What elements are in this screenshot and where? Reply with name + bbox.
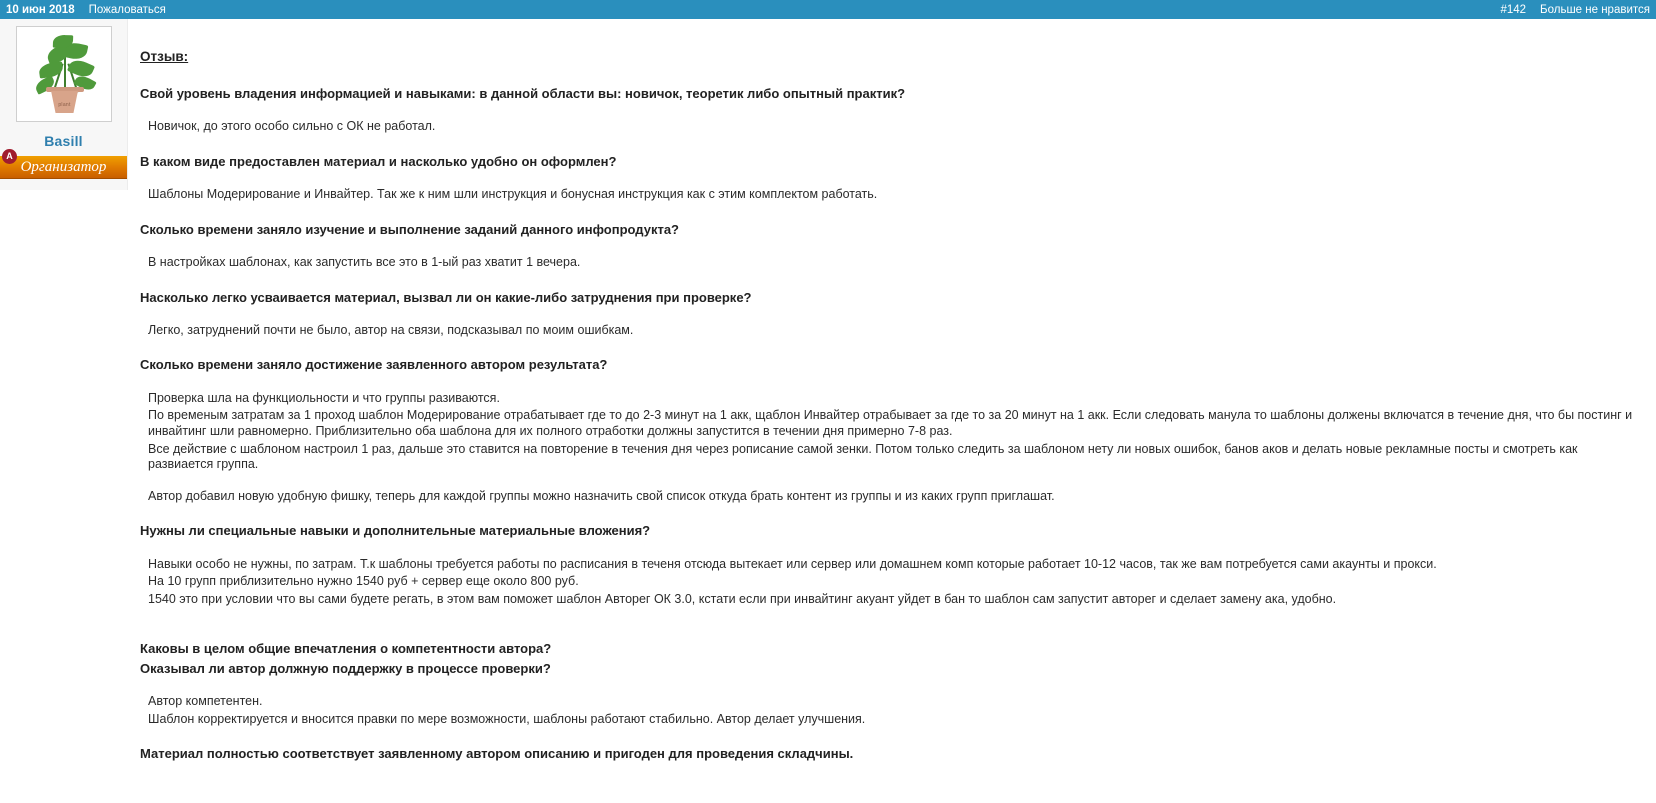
- answer-3: [148, 255, 1644, 271]
- answer-2: [148, 187, 1644, 203]
- question-1: Свой уровень владения информацией и навыками: в данной области вы: новичок, теоретик либо опытный практик?: [140, 85, 906, 101]
- answer-line: 1540 это при условии что вы сами будете регать, в этом вам поможет шаблон Авторег ОК 3.0, кстати если при инвайтинг акуант уйдет в бан то шаблон сам запустит авторег и сделает замену ака, удобно.: [148, 591, 1337, 606]
- question-5: Сколько времени заняло достижение заявленного автором результата?: [140, 357, 608, 373]
- answer-line: По временым затратам за 1 проход шаблон Модерирование отрабатывает где то до 2-3 минут на 1 акк, щаблон Инвайтер отрабывает за где то за 20 минут на 1 акк. Если следовать манула то шаблоны должены включатся в течение дня, что бы постинг и инвайтинг шли равномерно. Приблизительно оба шаблона для их полного отработки должны запустится в течении дня примерно 7-8 раз.: [148, 408, 1633, 438]
- answer-6: [148, 557, 1644, 608]
- avatar[interactable]: [16, 26, 112, 122]
- answer-line: Автор добавил новую удобную фишку, теперь для каждой группы можно назначить свой список откуда брать контент из группы и из каких групп приглашат.: [148, 488, 1055, 503]
- answer-line: Шаблоны Модерирование и Инвайтер. Так же к ним шли инструкция и бонусная инструкция как с этим комплектом работать.: [148, 187, 878, 201]
- rank-letter-badge: A: [2, 149, 17, 164]
- question-7: Каковы в целом общие впечатления о компетентности автора?: [140, 640, 552, 656]
- section-gap: [140, 627, 1644, 641]
- post-header-bar: [0, 0, 1656, 19]
- question-3: Сколько времени заняло изучение и выполнение заданий данного инфопродукта?: [140, 221, 679, 237]
- post-number: #142: [1500, 3, 1527, 16]
- paragraph-gap: [148, 475, 1644, 489]
- answer-4: [148, 323, 1644, 339]
- closing-statement: Материал полностью соответствует заявленному автором описанию и пригоден для проведения складчины.: [140, 746, 854, 762]
- answer-line: Новичок, до этого особо сильно с ОК не работал.: [148, 119, 436, 134]
- answer-line: На 10 групп приблизительно нужно 1540 руб + сервер еще около 800 руб.: [148, 574, 579, 589]
- author-rank: [0, 151, 127, 180]
- answer-7: [148, 694, 1644, 727]
- post-message: [128, 19, 1656, 763]
- answer-line: Проверка шла на функциольности и что группы разиваются.: [148, 390, 500, 405]
- answer-line: Легко, затруднений почти не было, автор на связи, подсказывал по моим ошибкам.: [148, 322, 634, 337]
- question-6: Нужны ли специальные навыки и дополнительные материальные вложения?: [140, 523, 651, 539]
- answer-line: Навыки особо не нужны, по затрам. Т.к шаблоны требуется работы по расписания в теченя отсюда вытекает или сервер или домашнем комп которые работает 10-12 часов, так же вам потребуется сами акаунты и прокси.: [148, 556, 1437, 571]
- question-8: Оказывал ли автор должную поддержку в процессе проверки?: [140, 660, 551, 676]
- author-username[interactable]: Basill: [44, 133, 83, 149]
- author-sidebar: [0, 19, 128, 190]
- answer-line: В настройках шаблонах, как запустить все это в 1-ый раз хватит 1 вечера.: [148, 254, 581, 269]
- report-link[interactable]: Пожаловаться: [88, 3, 166, 16]
- review-title: Отзыв:: [140, 49, 189, 64]
- question-2: В каком виде предоставлен материал и насколько удобно он оформлен?: [140, 153, 617, 169]
- question-4: Насколько легко усваивается материал, вызвал ли он какие-либо затруднения при проверке?: [140, 289, 752, 305]
- answer-line: Шаблон корректируется и вносится правки по мере возможности, шаблоны работают стабильно. Автор делает улучшения.: [148, 711, 866, 726]
- answer-line: Автор компетентен.: [148, 694, 263, 708]
- answer-1: [148, 119, 1644, 135]
- pot-label: plant: [58, 102, 71, 108]
- answer-5: [148, 391, 1644, 505]
- organizer-badge: Организатор: [0, 156, 127, 178]
- unlike-link[interactable]: Больше не нравится: [1540, 3, 1650, 16]
- answer-line: Все действие с шаблоном настроил 1 раз, дальше это ставится на повторение в течения дня через рописание самой зенки. Потом только следить за шаблоном нету ли новых ошибок, банов аков и делать новые рекламные посты и смотреть как развиается группа.: [148, 441, 1578, 472]
- post-date: 10 июн 2018: [6, 3, 75, 16]
- post-body: [0, 19, 1656, 763]
